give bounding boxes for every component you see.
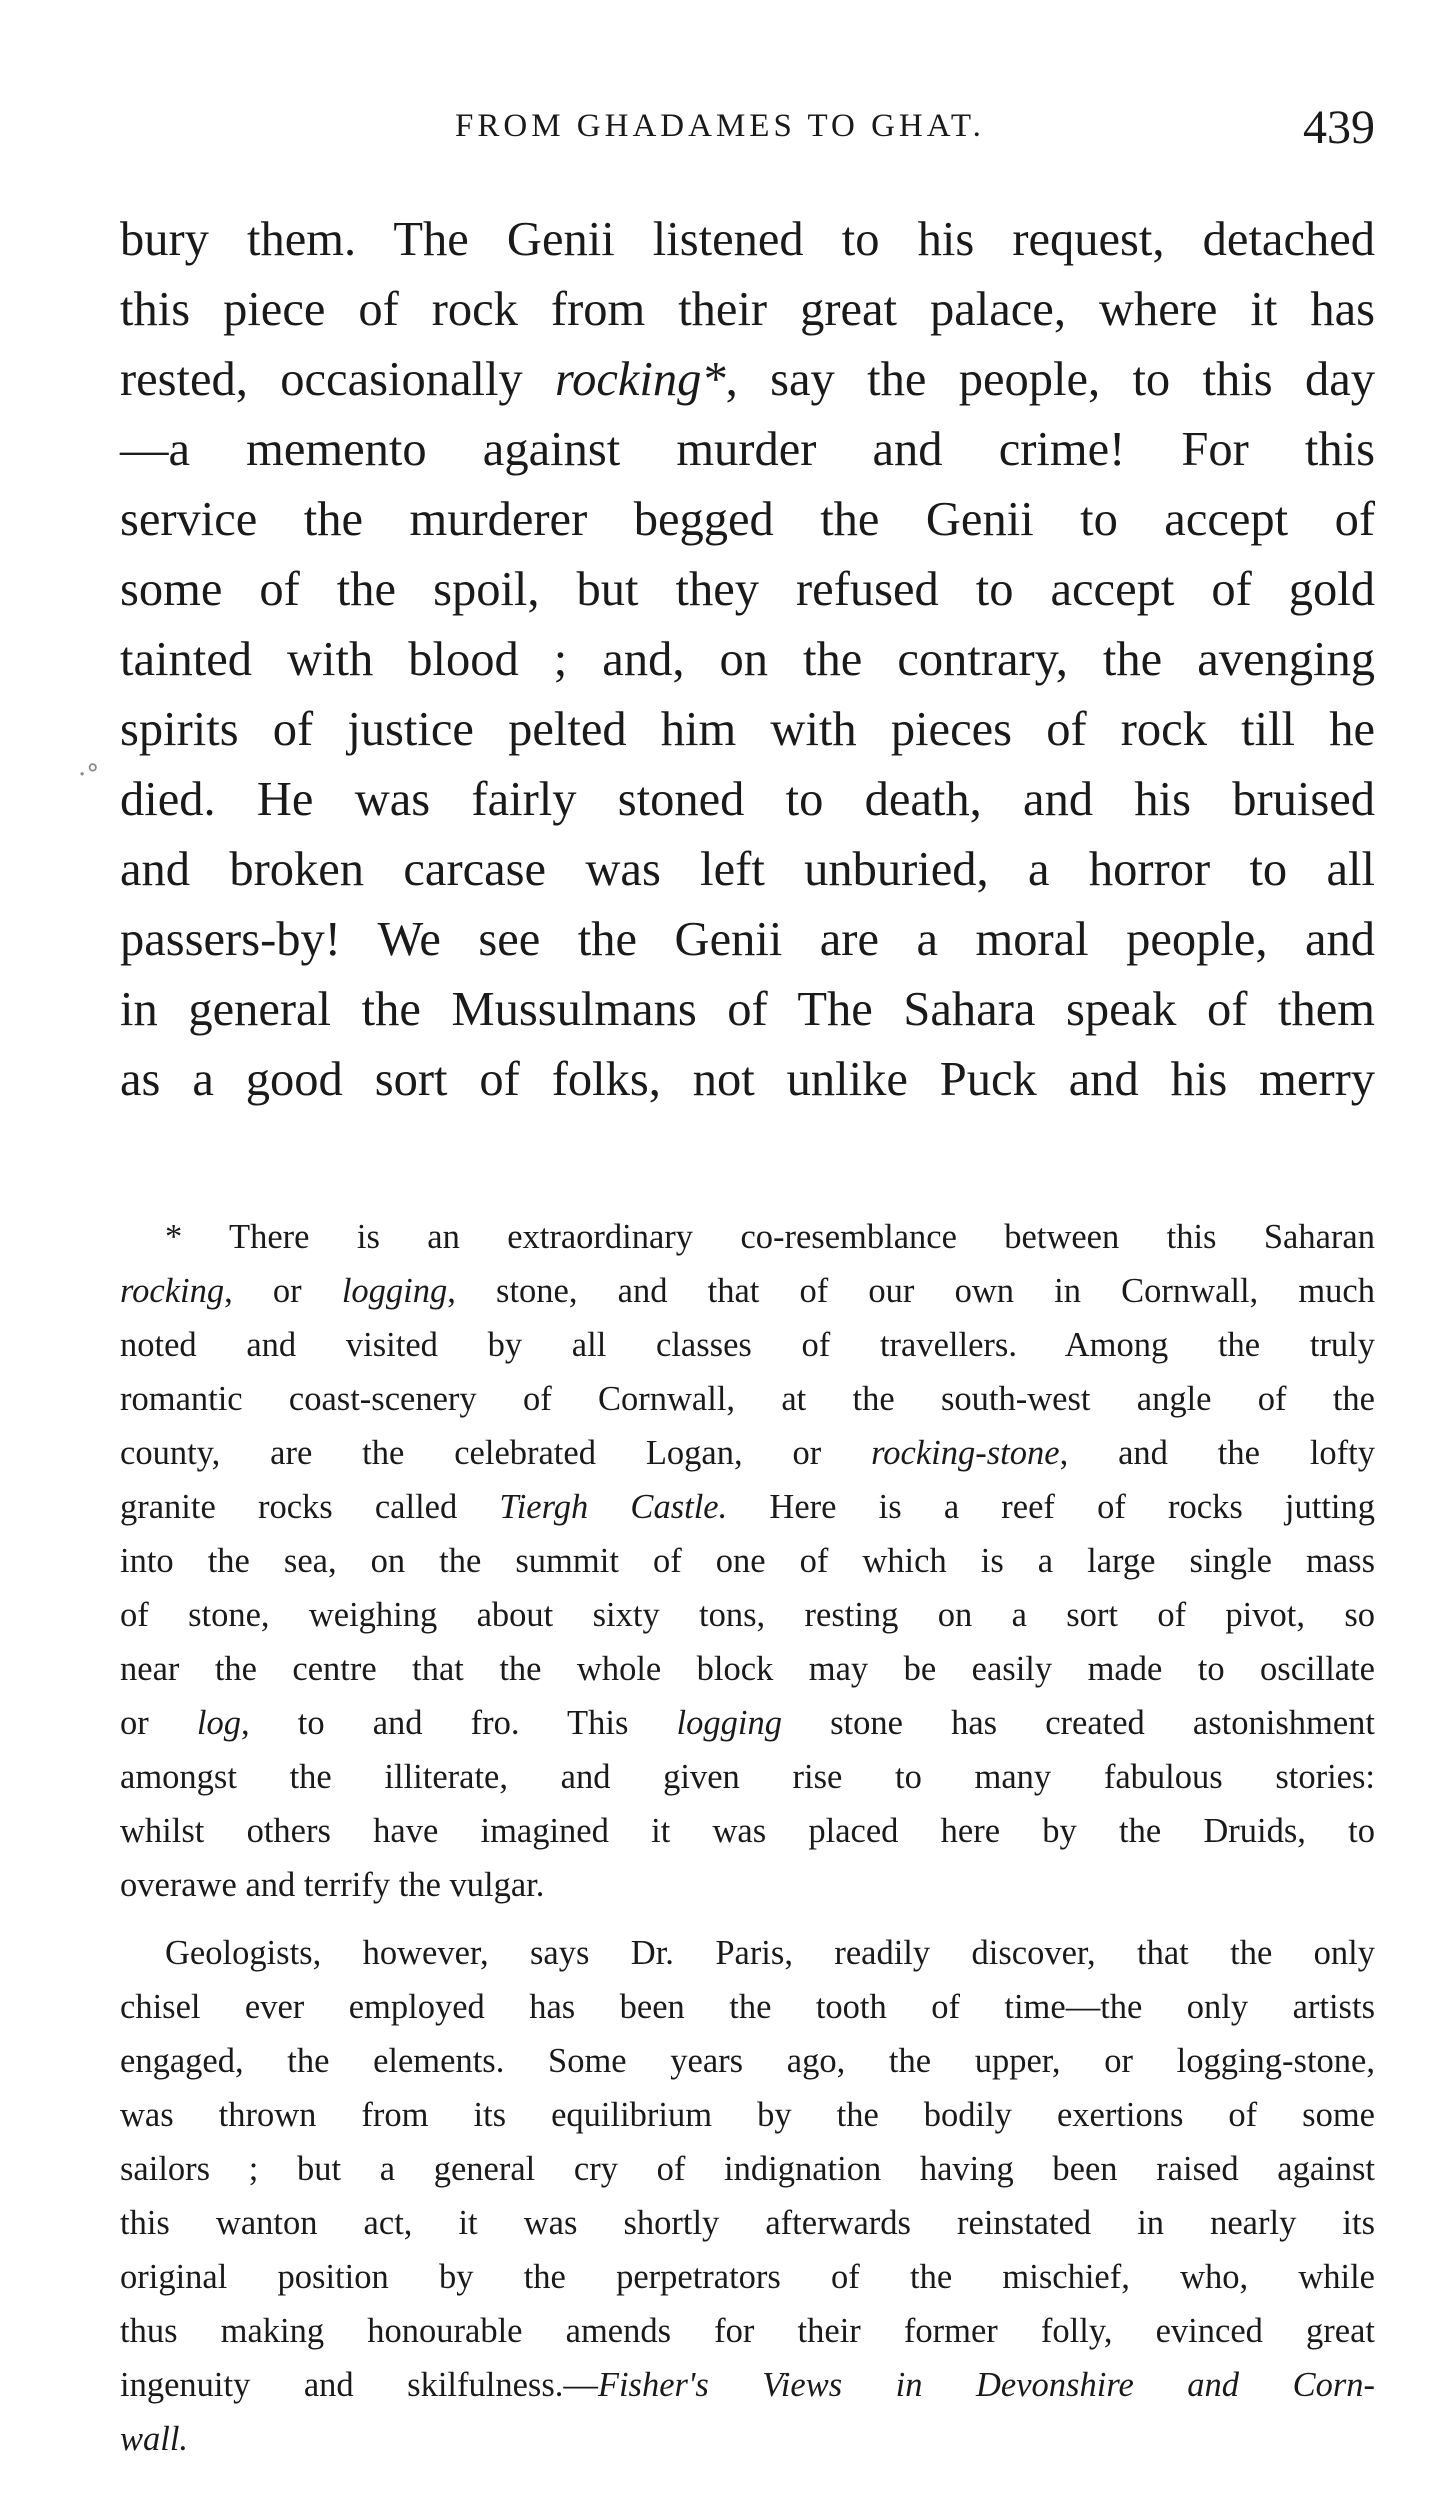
body-line: service the murderer begged the Genii to accept of — [120, 493, 1375, 546]
footnote-line: this wanton act, it was shortly afterwards reinstated in nearly its — [120, 2204, 1375, 2242]
text-run: ingenuity and skilfulness.— — [120, 2366, 598, 2404]
body-text — [120, 205, 1375, 1115]
text-run: stone has created astonishment — [781, 1704, 1375, 1742]
body-line: died. He was fairly stoned to death, and his bruised — [120, 773, 1375, 826]
footnote-line: of stone, weighing about sixty tons, resting on a sort of pivot, so — [120, 1596, 1375, 1634]
text-run: granite rocks called — [120, 1488, 500, 1526]
body-line: some of the spoil, but they refused to accept of gold — [120, 563, 1375, 616]
italic-term: rocking* — [555, 353, 726, 406]
body-line: passers-by! We see the Genii are a moral people, and — [120, 913, 1375, 966]
body-line: as a good sort of folks, not unlike Puck and his merry — [120, 1053, 1375, 1106]
footnote — [120, 1210, 1375, 2466]
body-line: and broken carcase was left unburied, a horror to all — [120, 843, 1375, 896]
body-line: bury them. The Genii listened to his request, detached — [120, 213, 1375, 266]
footnote-line — [120, 1426, 1375, 1480]
footnote-line: into the sea, on the summit of one of which is a large single mass — [120, 1542, 1375, 1580]
body-line: in general the Mussulmans of The Sahara speak of them — [120, 983, 1375, 1036]
page-number: 439 — [1303, 101, 1375, 154]
footnote-line — [120, 1480, 1375, 1534]
italic-term: Tiergh Castle. — [499, 1488, 728, 1526]
italic-term: rocking — [120, 1272, 225, 1310]
footnote-line: * There is an extraordinary co-resemblance between this Saharan — [165, 1218, 1375, 1256]
footnote-line: amongst the illiterate, and given rise to many fabulous stories: — [120, 1758, 1375, 1796]
footnote-line — [120, 2358, 1375, 2412]
body-line-part: rested, occasionally rocking*, say the people, to this day — [120, 353, 1375, 406]
footnote-line — [120, 2412, 1375, 2466]
body-line — [120, 345, 1375, 415]
footnote-line — [120, 1696, 1375, 1750]
footnote-line: Geologists, however, says Dr. Paris, readily discover, that the only — [165, 1934, 1375, 1972]
margin-mark: ·° — [78, 760, 100, 790]
text-run: , and the lofty — [1059, 1434, 1375, 1472]
italic-term: rocking-stone — [871, 1434, 1060, 1472]
footnote-line: noted and visited by all classes of travellers. Among the truly — [120, 1326, 1375, 1364]
italic-term: log — [196, 1704, 241, 1742]
footnote-line: near the centre that the whole block may be easily made to oscillate — [120, 1650, 1375, 1688]
footnote-paragraph — [120, 1926, 1375, 2466]
footnote-line: was thrown from its equilibrium by the bodily exertions of some — [120, 2096, 1375, 2134]
footnote-line: thus making honourable amends for their former folly, evinced great — [120, 2312, 1375, 2350]
body-line: tainted with blood ; and, on the contrary, the avenging — [120, 633, 1375, 686]
footnote-line: original position by the perpetrators of the mischief, who, while — [120, 2258, 1375, 2296]
body-line: spirits of justice pelted him with pieces of rock till he — [120, 703, 1375, 756]
text-run: , stone, and that of our own in Cornwall, much — [447, 1272, 1375, 1310]
footnote-line: engaged, the elements. Some years ago, the upper, or logging-stone, — [120, 2042, 1375, 2080]
italic-term: logging — [676, 1704, 782, 1742]
text-run: , to and fro. This — [240, 1704, 677, 1742]
footnote-line: overawe and terrify the vulgar. — [120, 1866, 545, 1904]
citation-italic: wall. — [120, 2420, 189, 2458]
footnote-paragraph — [120, 1210, 1375, 1912]
footnote-line: chisel ever employed has been the tooth of time—the only artists — [120, 1988, 1375, 2026]
footnote-line: sailors ; but a general cry of indignation having been raised against — [120, 2150, 1375, 2188]
italic-term: logging — [341, 1272, 448, 1310]
footnote-line: romantic coast-scenery of Cornwall, at the south-west angle of the — [120, 1380, 1375, 1418]
body-line: this piece of rock from their great palace, where it has — [120, 283, 1375, 336]
body-line: —a memento against murder and crime! For this — [120, 423, 1375, 476]
text-run: Here is a reef of rocks jutting — [727, 1488, 1376, 1526]
text-run: county, are the celebrated Logan, or — [120, 1434, 872, 1472]
text-run: , or — [224, 1272, 342, 1310]
text-run: or — [120, 1704, 197, 1742]
footnote-line: whilst others have imagined it was placed here by the Druids, to — [120, 1812, 1375, 1850]
running-title: FROM GHADAMES TO GHAT. — [455, 108, 985, 144]
citation-italic: Fisher's Views in Devonshire and Corn- — [597, 2366, 1376, 2404]
footnote-line — [120, 1264, 1375, 1318]
running-head — [120, 100, 1375, 160]
